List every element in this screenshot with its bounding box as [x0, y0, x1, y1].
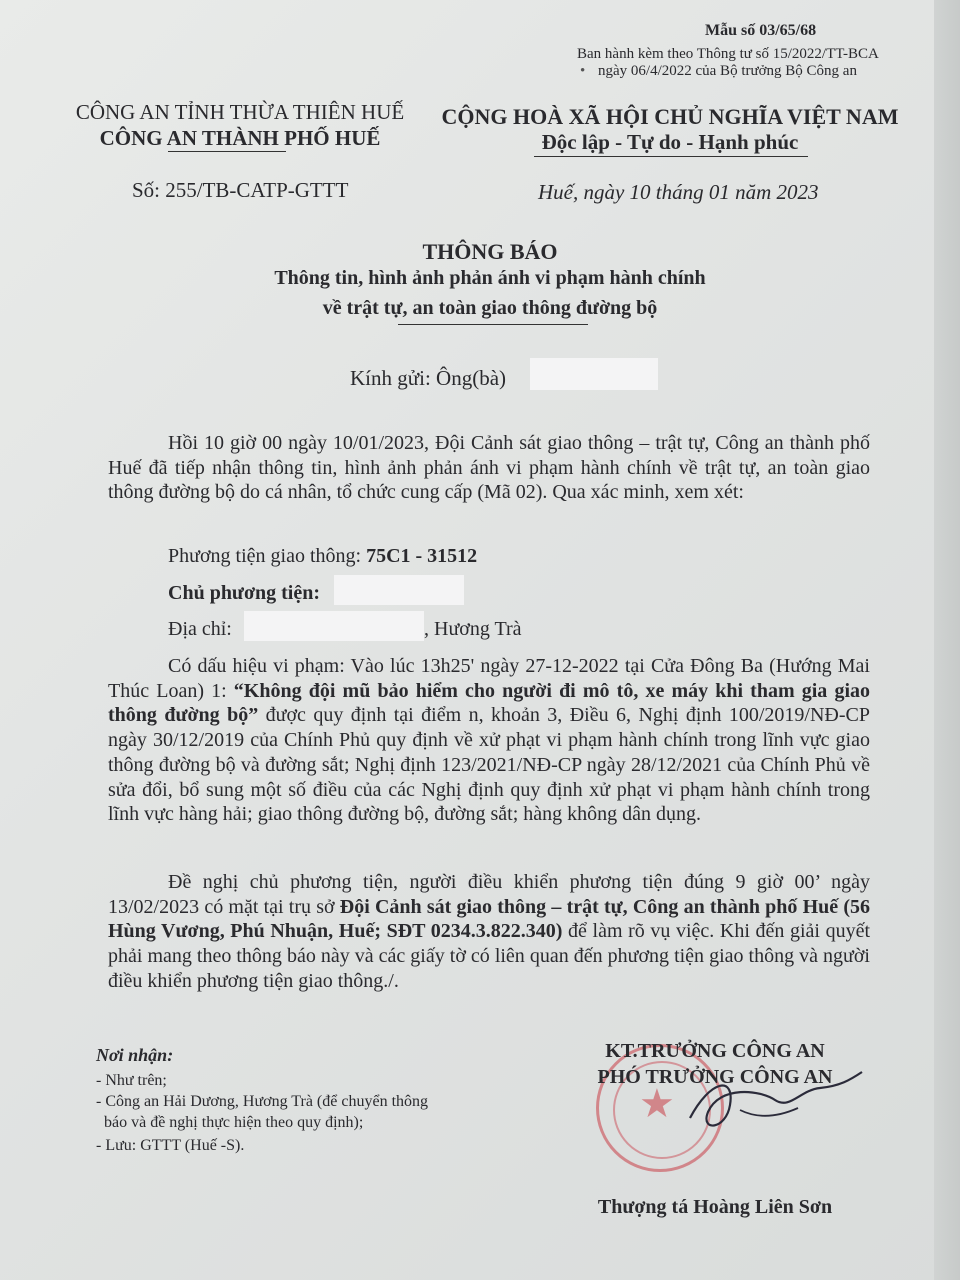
- document-number: Số: 255/TB-CATP-GTTT: [132, 178, 349, 202]
- redacted-address: [244, 611, 424, 641]
- form-issued-line2: ngày 06/4/2022 của Bộ trưởng Bộ Công an: [598, 63, 857, 79]
- form-bullet: •: [580, 63, 586, 79]
- vehicle-plate: 75C1 - 31512: [366, 545, 478, 567]
- page-edge: [934, 0, 960, 1280]
- form-number: Mẫu số 03/65/68: [705, 22, 817, 39]
- request-office: Đội Cảnh sát giao thông – trật tự, Công an thành phố Huế (56 Hùng Vương, Phú Nhuận, Huế; SĐT 0234.3.822.340): [108, 895, 871, 943]
- address-label: Địa chỉ:: [168, 618, 232, 640]
- motto-underline: [534, 156, 808, 157]
- form-issued-line1: Ban hành kèm theo Thông tư số 15/2022/TT-BCA: [577, 46, 879, 62]
- request-lead: Đề nghị chủ phương tiện, người điều khiển phương tiện đúng 9 giờ 00’ ngày 13/02/2023 có mặt tại trụ sở: [108, 871, 870, 918]
- violation-lead: Có dấu hiệu vi phạm: Vào lúc 13h25' ngày 27-12-2022 tại Cửa Đông Ba (Hướng Mai Thúc Loan) 1:: [108, 655, 870, 702]
- violation-paragraph: [108, 654, 870, 827]
- handwritten-signature: [680, 1060, 870, 1150]
- agency-underline: [168, 151, 286, 152]
- recipient-item: - Như trên;: [96, 1072, 167, 1089]
- recipient-item: báo và đề nghị thực hiện theo quy định);: [104, 1114, 364, 1131]
- agency-unit: CÔNG AN THÀNH PHỐ HUẾ: [99, 126, 381, 150]
- recipient-item: - Công an Hải Dương, Hương Trà (để chuyển thông: [96, 1093, 429, 1110]
- agency-parent: CÔNG AN TỈNH THỪA THIÊN HUẾ: [75, 100, 405, 124]
- notice-title: THÔNG BÁO: [422, 239, 558, 264]
- violation-rest: được quy định tại điểm n, khoản 3, Điều 6, Nghị định 100/2019/NĐ-CP ngày 30/12/2019 của Chính Phủ quy định về xử phạt vi phạm hành chính trong lĩnh vực giao thông đường bộ và đường sắt; Nghị định 123/2021/NĐ-CP ngày 28/12/2021 của Chính Phủ về sửa đổi, bổ sung một số điều của các Nghị định quy định xử phạt vi phạm hành chính trong lĩnh vực hàng hải; giao thông đường bộ, đường sắt; hàng không dân dụng.: [108, 704, 870, 826]
- vehicle-line: [168, 545, 477, 568]
- redacted-name: [530, 358, 658, 390]
- notice-subtitle-2: về trật tự, an toàn giao thông đường bộ: [322, 297, 658, 319]
- signer-name: Thượng tá Hoàng Liên Sơn: [597, 1196, 833, 1218]
- place-date: Huế, ngày 10 tháng 01 năm 2023: [538, 180, 819, 204]
- nation-name: CỘNG HOÀ XÃ HỘI CHỦ NGHĨA VIỆT NAM: [441, 104, 899, 129]
- owner-label: Chủ phương tiện:: [168, 582, 321, 604]
- address-suffix: , Hương Trà: [424, 618, 522, 640]
- notice-subtitle-1: Thông tin, hình ảnh phản ánh vi phạm hành chính: [274, 267, 706, 289]
- sign-title-2: PHÓ TRƯỞNG CÔNG AN: [597, 1066, 833, 1088]
- greeting: Kính gửi: Ông(bà): [350, 366, 507, 390]
- title-underline: [398, 324, 588, 325]
- intro-paragraph: [108, 431, 870, 505]
- request-rest: để làm rõ vụ việc. Khi đến giải quyết phải mang theo thông báo này và các giấy tờ có liên quan đến phương tiện giao thông và người điều khiển phương tiện giao thông./.: [108, 920, 871, 992]
- violation-offense: “Không đội mũ bảo hiểm cho người đi mô tô, xe máy khi tham gia giao thông đường bộ”: [108, 679, 870, 727]
- intro-text: Hồi 10 giờ 00 ngày 10/01/2023, Đội Cảnh sát giao thông – trật tự, Công an thành phố Huế đã tiếp nhận thông tin, hình ảnh phản ánh vi phạm hành chính về trật tự, an toàn giao thông đường bộ do cá nhân, tổ chức cung cấp (Mã 02). Qua xác minh, xem xét:: [108, 432, 870, 504]
- sign-title-1: KT.TRƯỞNG CÔNG AN: [605, 1040, 825, 1062]
- vehicle-label: Phương tiện giao thông:: [168, 545, 367, 567]
- seal-star-icon: ★: [639, 1081, 675, 1127]
- redacted-owner: [334, 575, 464, 605]
- request-paragraph: [108, 870, 870, 994]
- recipient-item: - Lưu: GTTT (Huế -S).: [96, 1137, 245, 1154]
- nation-motto: Độc lập - Tự do - Hạnh phúc: [541, 130, 799, 154]
- recipients-title: Nơi nhận:: [96, 1045, 174, 1065]
